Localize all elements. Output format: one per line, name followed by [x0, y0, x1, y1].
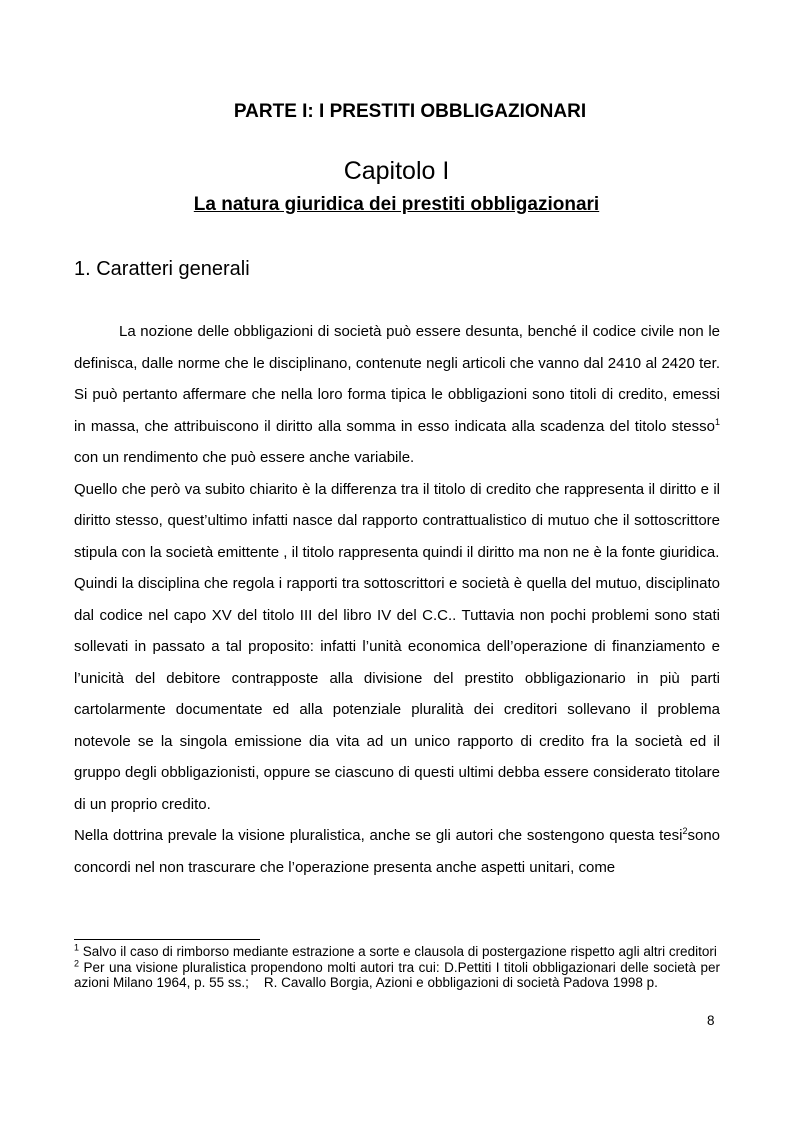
footnote-2	[74, 958, 724, 991]
paragraph-4	[74, 820, 720, 883]
paragraph-1	[74, 316, 729, 474]
footnote-1	[74, 944, 720, 960]
section-title: 1. Caratteri generali	[74, 258, 250, 280]
footnote-number: 1	[74, 942, 80, 953]
footnote-number: 2	[74, 958, 80, 968]
footnote-text: Salvo il caso di rimborso mediante estrazione a sorte e clausola di postergazione rispetto agli altri creditori	[79, 944, 717, 959]
paragraph-text: tesi	[659, 827, 683, 844]
chapter-title: Capitolo I	[343, 157, 450, 185]
footnotes	[74, 942, 724, 991]
paragraph-text: Nella dottrina prevale la visione pluralistica, anche se gli autori che sostengono questa	[74, 827, 655, 844]
paragraph-text: con un rendimento che può essere anche variabile.	[74, 417, 729, 466]
paragraph-text: sono concordi nel non trascurare che l’operazione presenta anche aspetti unitari, come	[74, 827, 721, 876]
paragraph-text: La nozione delle obbligazioni di società può essere desunta, benché il codice civile non le definisca, dalle norme che le disciplinano, contenute negli articoli che vanno dal 2410 al 2420 ter. Si può pertanto affermare che nella loro forma tipica le obbligazioni sono titoli di credito, emessi in massa, che attribuiscono il diritto alla somma in esso indicata alla scadenza del titolo stesso	[74, 323, 720, 435]
footnote-text: Per una visione pluralistica propendono molti autori tra cui: D.Pettiti I titoli obbligazionari delle società per azioni Milano 1964, p. 55 ss.; R. Cavallo Borgia, Azioni e obbligazioni di società Padova 1998 p.	[74, 959, 724, 990]
part-title: PARTE I: I PRESTITI OBBLIGAZIONARI	[233, 101, 587, 122]
paragraph-3: Quindi la disciplina che regola i rapporti tra sottoscrittori e società è quella del mutuo, disciplinato dal codice nel capo XV del titolo III del libro IV del C.C.. Tuttavia non pochi problemi sono stati sollevati in passato a tal proposito: infatti l’unità economica dell’operazione di finanziamento e l’unicità del debitore contrapposte alla divisione del prestito obbligazionario in più parti cartolarmente documentate ed alla potenziale pluralità dei creditori sollevano il problema notevole se la singola emissione dia vita ad un unico rapporto di credito fra la società ed il gruppo degli obbligazionisti, oppure se ciascuno di questi ultimi debba essere considerato titolare di un proprio credito.	[74, 575, 720, 813]
body-text	[74, 316, 729, 883]
footnote-reference: 2	[682, 826, 688, 836]
paragraph-2: Quello che però va subito chiarito è la differenza tra il titolo di credito che rappresenta il diritto e il diritto stesso, quest’ultimo infatti nasce dal rapporto contrattualistico di mutuo che il sottoscrittore stipula con la società emittente , il titolo rappresenta quindi il diritto ma non ne è la fonte giuridica.	[74, 480, 720, 561]
footnote-separator	[74, 939, 260, 940]
page-number: 8	[707, 1013, 715, 1028]
chapter-subtitle: La natura giuridica dei prestiti obbligazionari	[193, 194, 600, 215]
footnote-reference: 1	[714, 416, 720, 427]
